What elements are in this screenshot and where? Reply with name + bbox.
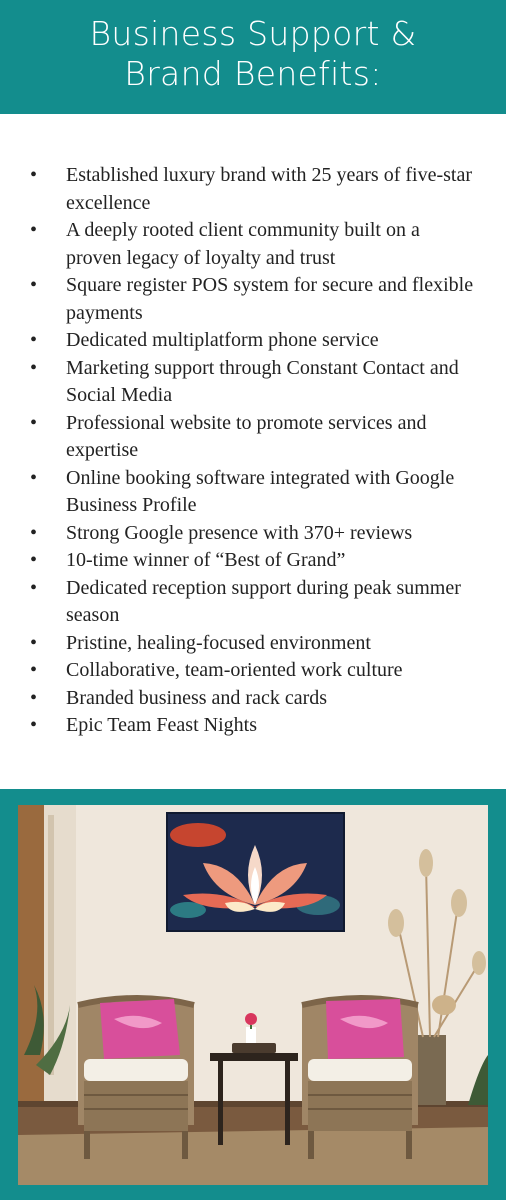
bullet-icon: • [30, 164, 38, 186]
lobby-photo [18, 805, 488, 1185]
list-item [0, 575, 506, 630]
list-item [0, 162, 506, 217]
list-item-text: Square register POS system for secure and flexible payments [66, 274, 474, 324]
list-item [0, 630, 506, 658]
list-item [0, 272, 506, 327]
list-item-text: Strong Google presence with 370+ reviews [66, 521, 413, 544]
list-item-text: Dedicated reception support during peak summer season [66, 576, 461, 626]
list-item-text: Marketing support through Constant Contact and Social Media [66, 356, 459, 406]
bullet-icon: • [30, 576, 38, 599]
list-item-text: Pristine, healing-focused environment [66, 631, 371, 654]
lotus-painting [167, 813, 344, 931]
bullet-icon: • [30, 714, 38, 736]
list-item-text: 10-time winner of “Best of Grand” [66, 549, 346, 571]
list-item [0, 410, 506, 465]
list-item-text: Online booking software integrated with Google Business Profile [66, 466, 455, 516]
list-item [0, 217, 506, 272]
page-title-line-2: Brand Benefits: [124, 54, 382, 93]
benefits-list [0, 162, 506, 740]
bullet-icon: • [30, 411, 38, 434]
list-item [0, 465, 506, 520]
list-item-text: Epic Team Feast Nights [66, 714, 257, 736]
bullet-icon: • [30, 329, 38, 351]
bullet-icon: • [30, 466, 38, 489]
bullet-icon: • [30, 521, 38, 544]
bullet-icon: • [30, 631, 38, 654]
list-item [0, 355, 506, 410]
list-item-text: Dedicated multiplatform phone service [66, 329, 379, 351]
bullet-icon: • [30, 219, 38, 241]
list-item-text: Professional website to promote services and expertise [66, 411, 427, 461]
list-item [0, 657, 506, 685]
list-item [0, 327, 506, 355]
list-item [0, 547, 506, 575]
bullet-icon: • [30, 356, 38, 379]
header-banner [0, 0, 506, 114]
page-title-line-1: Business Support & [89, 14, 417, 53]
list-item [0, 685, 506, 713]
list-item-text: Established luxury brand with 25 years of five-star excellence [66, 164, 473, 214]
bullet-icon: • [30, 659, 38, 681]
bullet-icon: • [30, 274, 38, 296]
photo-frame [0, 789, 506, 1200]
bullet-icon: • [30, 686, 38, 709]
list-item [0, 520, 506, 548]
list-item-text: Branded business and rack cards [66, 686, 328, 709]
list-item-text: Collaborative, team-oriented work culture [66, 659, 403, 681]
bullet-icon: • [30, 549, 38, 571]
list-item-text: A deeply rooted client community built on a proven legacy of loyalty and trust [66, 219, 420, 269]
list-item [0, 712, 506, 740]
